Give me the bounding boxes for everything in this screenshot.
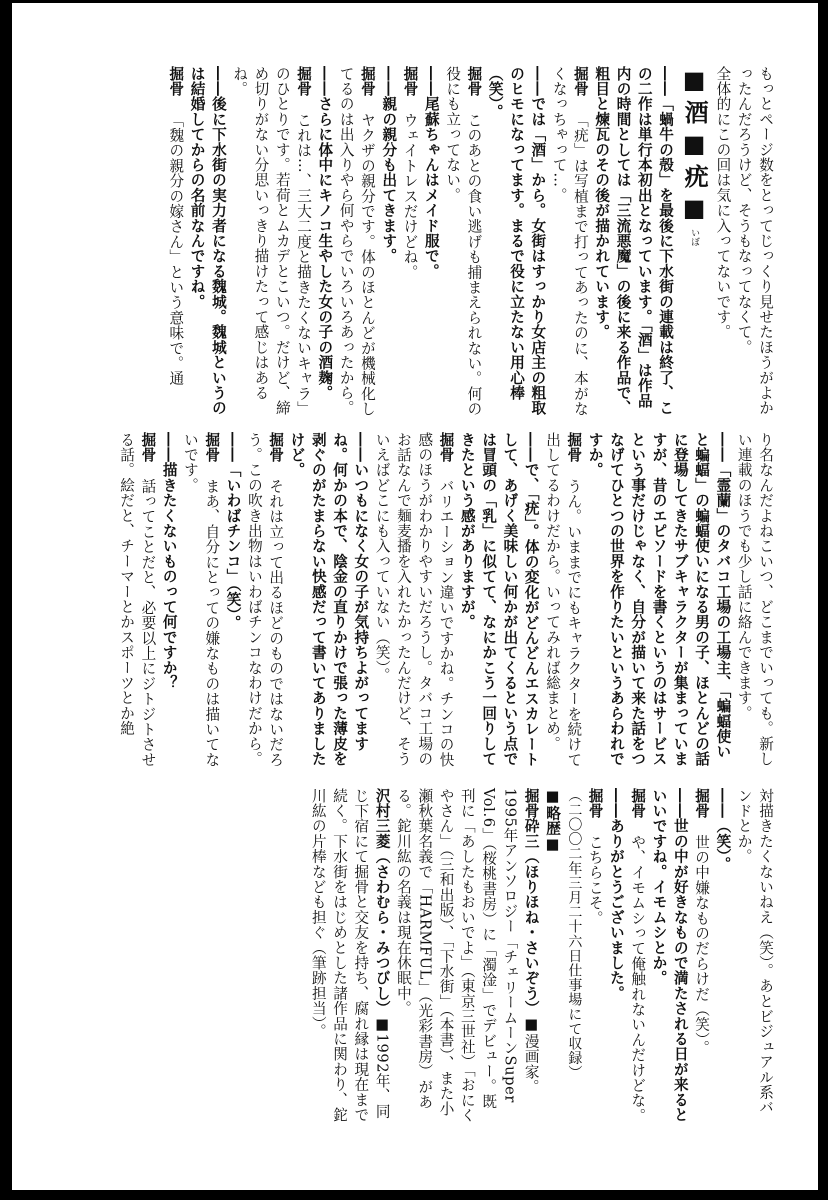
bold-text: ――「いわばチンコ」（笑）。 — [224, 432, 242, 631]
answer-paragraph — [116, 432, 159, 774]
speaker-label: 掘骨 — [437, 432, 455, 463]
bold-text: ――世の中が好きなもので満たされる日が来るといいですね。イモムシとか。 — [650, 788, 689, 1123]
speaker-label: 掘骨 — [267, 432, 285, 463]
question-paragraph — [286, 432, 371, 774]
question-paragraph — [222, 432, 243, 774]
answer-paragraph — [399, 66, 420, 418]
speaker-label: 掘骨 — [586, 788, 604, 819]
text-band-bottom — [48, 788, 776, 1124]
body-text: 「魏の親分の嫁さん」という意味で。通 — [167, 112, 185, 387]
answer-paragraph — [229, 66, 314, 418]
answer-paragraph — [542, 432, 585, 774]
answer-paragraph — [335, 66, 378, 418]
bold-text: ――「蝸牛の殻」を最後に下水街の連載は終了、この二作は単行本初出となっています。「酒」は作品内の時間としては「三流悪魔」の後に来る作品で、粗目と煉瓦のその後が描かれています。 — [593, 66, 675, 416]
bold-text: ――描きたくないものって何ですか？ — [160, 432, 178, 691]
answer-paragraph — [733, 66, 776, 418]
bio-heading: ■略歴■ — [544, 788, 562, 854]
body-text: それは立って出るほどのものではないだろう。この吹き出物はいわばチンコなわけだから。 — [245, 432, 285, 768]
question-paragraph — [484, 66, 548, 418]
question-paragraph — [307, 788, 392, 1124]
body-text: り名なんだよねこいつ、どこまでいっても。新しい連載のほうでも少し話に絡んできます。 — [735, 432, 774, 767]
speaker-label: 掘骨 — [693, 788, 711, 819]
speaker-label: 掘骨 — [401, 66, 419, 97]
speaker-label: 掘骨 — [139, 432, 157, 463]
body-text: 対描きたくないねえ（笑）。あとビジュアル系バンドとか。 — [735, 788, 774, 1116]
page-edge-left — [0, 0, 12, 1200]
body-text: ヤクザの親分です。体のほとんどが機械化してるのは出入りやら何やらでいろいろあったから。 — [337, 66, 376, 417]
speaker-label: 掘骨 — [465, 66, 483, 97]
bold-text: ――親の親分も出てきます。 — [380, 66, 398, 264]
answer-paragraph — [627, 788, 648, 1124]
bold-text: ――「霊蘭」のタバコ工場の工場主、「蝙蝠使いと蝙蝠」の蝙蝠使いになる男の子、ほとんどの話に登場してきたサブキャラクターが集まっていますが、昔のエピソードを書くというのはサービスという事だけじゃなく、自分が描いて来た話をつなげてひとつの世界を作りたいというあらわれですか。 — [586, 432, 732, 767]
body-text: これは…、三大二度と描きたくないキャラ」のひとりです。若荷とムカデとこいつ。だけど、締め切りがない分思いっきり描けたって感じはあるね。 — [231, 66, 313, 417]
answer-paragraph — [244, 432, 287, 774]
text-band-middle — [48, 432, 776, 774]
answer-paragraph — [371, 432, 456, 774]
page-edge-bottom — [0, 1190, 828, 1200]
answer-paragraph — [733, 432, 776, 774]
question-paragraph — [421, 66, 442, 418]
question-paragraph — [457, 432, 542, 774]
body-text: うん。いままでにもキャラクターを続けて出してるわけだから。いってみれば総まとめ。 — [544, 432, 583, 768]
body-text: や、イモムシって俺触れないんだけどな。 — [629, 834, 647, 1124]
interview-text-frame — [48, 66, 776, 1124]
bold-text: ――で、「疣」。体の変化がどんどんエスカレートして、あげく美味しい何かが出てくるという点では冒頭の「乳」に似てて、なにかこう一回りしてきたという感がありますが。 — [458, 432, 540, 767]
recording-date: （二〇〇二年三月二十六日仕事場にて収録） — [566, 788, 583, 1080]
answer-paragraph — [733, 788, 776, 1124]
body-text: ■1992年、同じ下宿にて掘骨と交友を持ち、腐れ縁は現在まで続く。下水街をはじめとした諸作品に関わり、鉈川紘の片棒なども担ぐ（筆跡担当）。 — [309, 788, 391, 1123]
body-text: もっとページ数をとってじっくり見せたほうがよかったんだろうけど、そうもなってなくて。 — [735, 66, 774, 416]
question-paragraph — [591, 66, 676, 418]
body-text: まあ、自分にとっての嫌なものは描いてないです。 — [181, 432, 221, 768]
answer-paragraph — [165, 66, 186, 418]
speaker-label: 掘骨 — [203, 432, 221, 463]
body-text: 世の中嫌なものだらけだ（笑）。 — [693, 834, 711, 1056]
question-paragraph — [378, 66, 399, 418]
bold-text: ――では「酒」から。女街はすっかり女店主の粗取のヒモになってます。まるで役に立たない用心棒（笑）。 — [486, 66, 547, 416]
answer-paragraph — [584, 788, 605, 1124]
body-text: 話ってことだと、必要以上にジトジトさせる話。絵だと、チーマーとかスポーツとか絶 — [118, 432, 157, 768]
speaker-label: 掘骨 — [167, 66, 185, 97]
question-paragraph — [648, 788, 691, 1124]
section-heading: ■酒■疣■いぼ — [680, 66, 709, 246]
speaker-label: 掘骨 — [629, 788, 647, 819]
question-paragraph — [314, 66, 335, 418]
speaker-label: 掘骨 — [571, 66, 589, 97]
bold-text: ――後に下水街の実力者になる魏城。魏城というのは結婚してからの名前なんですね。 — [188, 66, 227, 416]
body-text: バリエーション違いですかね。チンコの快感のほうがわかりやすいだろうし。タバコ工場のお話なんで麺麦播を入れたかったんだけど、そういえばどこにも入っていない（笑）。 — [373, 432, 455, 768]
section-heading-ruby: いぼ — [689, 228, 700, 246]
question-paragraph — [393, 788, 542, 1124]
bold-text: ――ありがとうございました。 — [607, 788, 625, 1001]
speaker-label: 掘骨 — [565, 432, 583, 463]
answer-paragraph — [180, 432, 223, 774]
body-text: こちらこそ。 — [586, 834, 604, 926]
question-paragraph — [712, 788, 733, 1124]
answer-paragraph — [691, 788, 712, 1124]
page-edge-right — [818, 0, 828, 1200]
question-paragraph — [158, 432, 179, 774]
page-edge-top — [0, 0, 828, 3]
question-paragraph — [584, 432, 733, 774]
body-text: ウェイトレスだけどね。 — [401, 112, 419, 280]
bold-text: ――いつもになく女の子が気持ちよがってますね。何かの本で、陰金の直りかけで張った薄皮を剥ぐのがたまらない快感だって書いてありましたけど。 — [288, 432, 370, 767]
speaker-label: 掘骨 — [358, 66, 376, 97]
answer-paragraph — [712, 66, 733, 418]
bold-text: ――（笑）。 — [714, 788, 732, 872]
body-text: このあとの食い逃げも捕まえられない。何の役にも立ってない。 — [444, 66, 483, 417]
text-band-top — [48, 66, 776, 418]
bold-text: ――さらに体中にキノコ生やした女の子の酒麹。 — [316, 66, 334, 401]
bold-text: ――尾蘇ちゃんはメイド服で。 — [422, 66, 440, 279]
bold-text: 沢村三菱（さわむら・みつびし） — [373, 788, 391, 1016]
body-text: 「疣」は写植まで打ってあったのに、本がなくなっちゃって…。 — [550, 66, 589, 417]
speaker-label: 掘骨 — [295, 66, 313, 97]
body-text: ■漫画家。1995年アンソロジー「チェリームーンSuper Vol.6」（桜桃書房）に「濁淦」でデビュー。既刊に「あしたもおいでよ」（東京三世社）「おにくやさん」（三和出版）、「下水街」（本書）、また小瀬秋葉名義で「HARMFUL」（光彩書房）がある。鉈川紘の名義は現在休眠中。 — [394, 788, 540, 1123]
answer-paragraph — [442, 66, 485, 418]
answer-paragraph — [548, 66, 591, 418]
question-paragraph — [186, 66, 229, 418]
question-paragraph — [606, 788, 627, 1124]
bold-text: 掘骨砕三（ほりほね・さいぞう） — [522, 788, 540, 1016]
body-text: 全体的にこの回は気に入ってないです。 — [714, 66, 732, 340]
